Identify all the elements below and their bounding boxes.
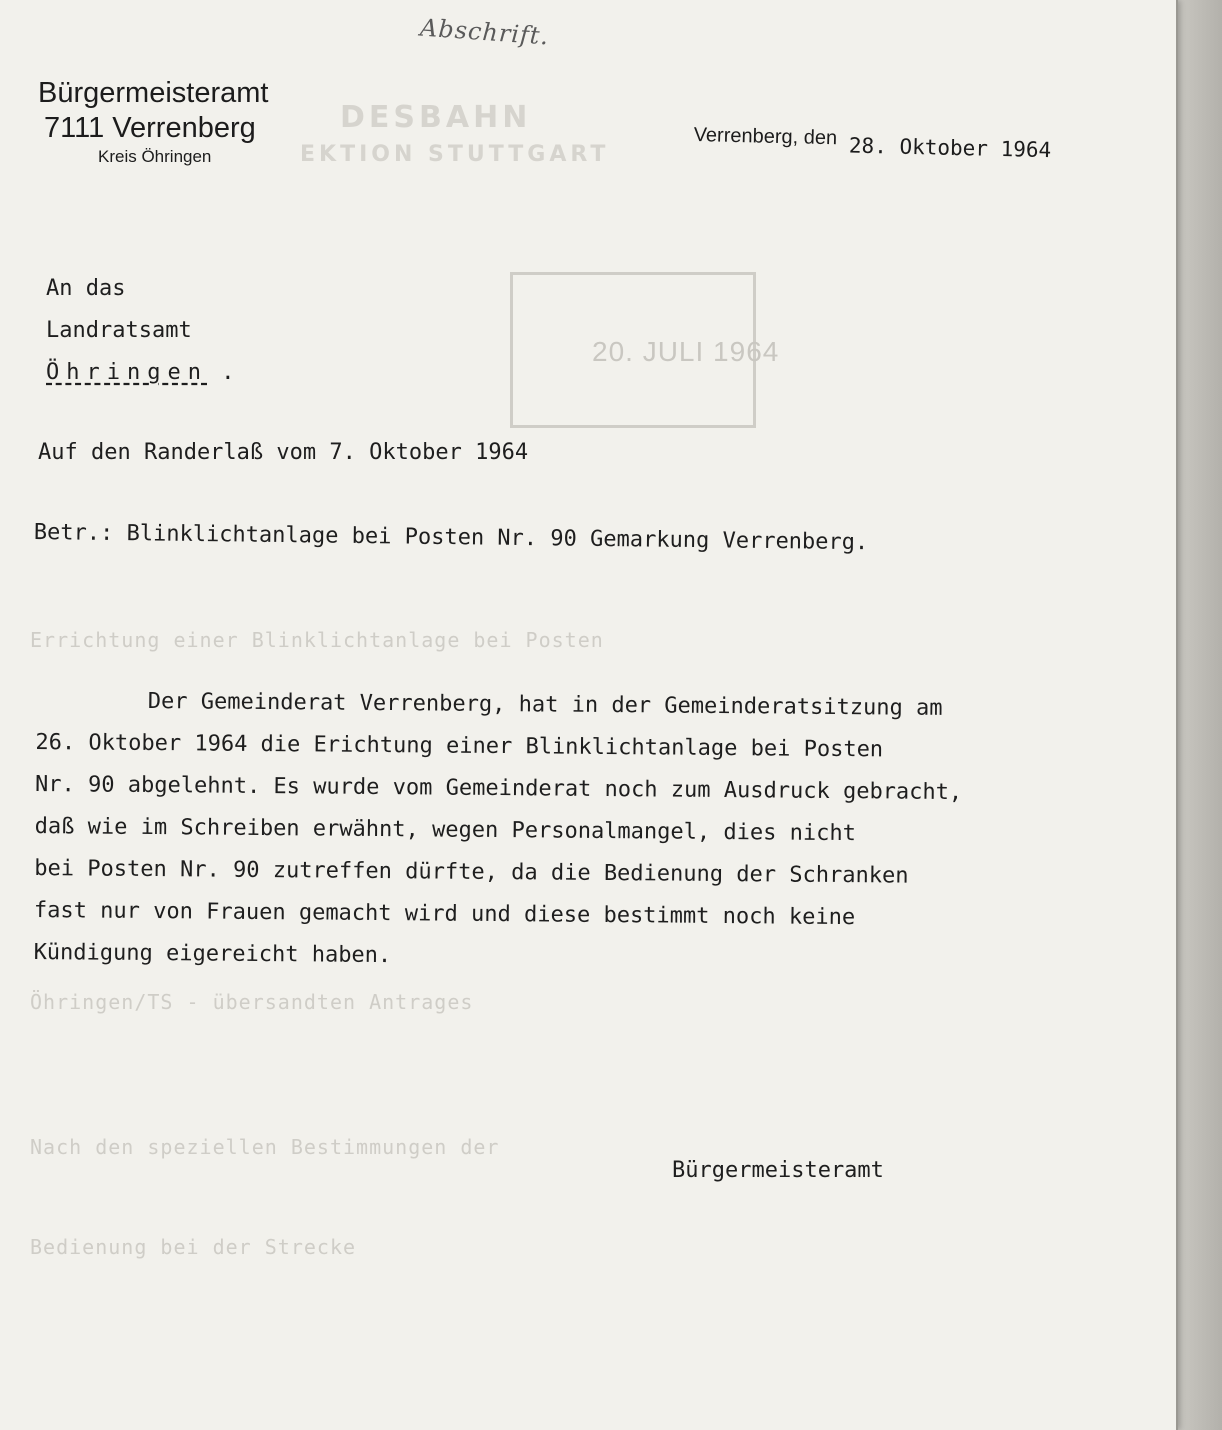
letterhead-town: 7111 Verrenberg xyxy=(44,112,256,144)
recipient-city-suffix: . xyxy=(221,360,235,385)
body-line: bei Posten Nr. 90 zutreffen dürfte, da die Bedienung der Schranken xyxy=(34,855,909,889)
reference-line: Auf den Randerlaß vom 7. Oktober 1964 xyxy=(38,440,529,465)
handwritten-note: Abschrift. xyxy=(419,13,551,51)
body-line: Der Gemeinderat Verrenberg, hat in der Gemeinderatsitzung am xyxy=(147,688,943,721)
show-through-text: Bedienung bei der Strecke xyxy=(30,1235,357,1259)
signoff: Bürgermeisteramt xyxy=(672,1158,884,1183)
recipient-line-1: An das xyxy=(46,276,126,301)
letter-date: 28. Oktober 1964 xyxy=(848,133,1052,163)
show-through-text: Öhringen/TS - übersandten Antrages xyxy=(30,990,474,1014)
body-line: Kündigung eigereicht haben. xyxy=(33,939,392,969)
place-label: Verrenberg, den xyxy=(693,123,838,150)
show-through-letterhead: DESBAHN xyxy=(340,100,532,135)
letterhead xyxy=(38,76,268,168)
show-through-stamp-date: 20. JULI 1964 xyxy=(592,336,780,367)
place-date xyxy=(693,122,1052,163)
subject-line: Betr.: Blinklichtanlage bei Posten Nr. 90 Gemarkung Verrenberg. xyxy=(33,520,869,556)
body-line: daß wie im Schreiben erwähnt, wegen Personalmangel, dies nicht xyxy=(34,813,857,847)
show-through-letterhead: EKTION STUTTGART xyxy=(300,142,610,167)
body-line: 26. Oktober 1964 die Erichtung einer Blinklichtanlage bei Posten xyxy=(35,729,884,763)
letterhead-district: Kreis Öhringen xyxy=(98,147,212,166)
next-page-edge xyxy=(1178,0,1222,1430)
recipient-city: Öhringen xyxy=(46,360,208,385)
letter-body xyxy=(33,680,1178,984)
recipient-line-2: Landratsamt xyxy=(46,318,192,343)
show-through-text: Errichtung einer Blinklichtanlage bei Posten xyxy=(30,628,604,652)
recipient-city-line xyxy=(46,352,234,394)
show-through-text: Nach den speziellen Bestimmungen der xyxy=(30,1135,500,1159)
body-line: fast nur von Frauen gemacht wird und diese bestimmt noch keine xyxy=(33,897,856,931)
recipient-address xyxy=(46,268,234,394)
body-line: Nr. 90 abgelehnt. Es wurde vom Gemeinderat noch zum Ausdruck gebracht, xyxy=(34,771,963,806)
letterhead-office: Bürgermeisteramt xyxy=(38,77,269,109)
